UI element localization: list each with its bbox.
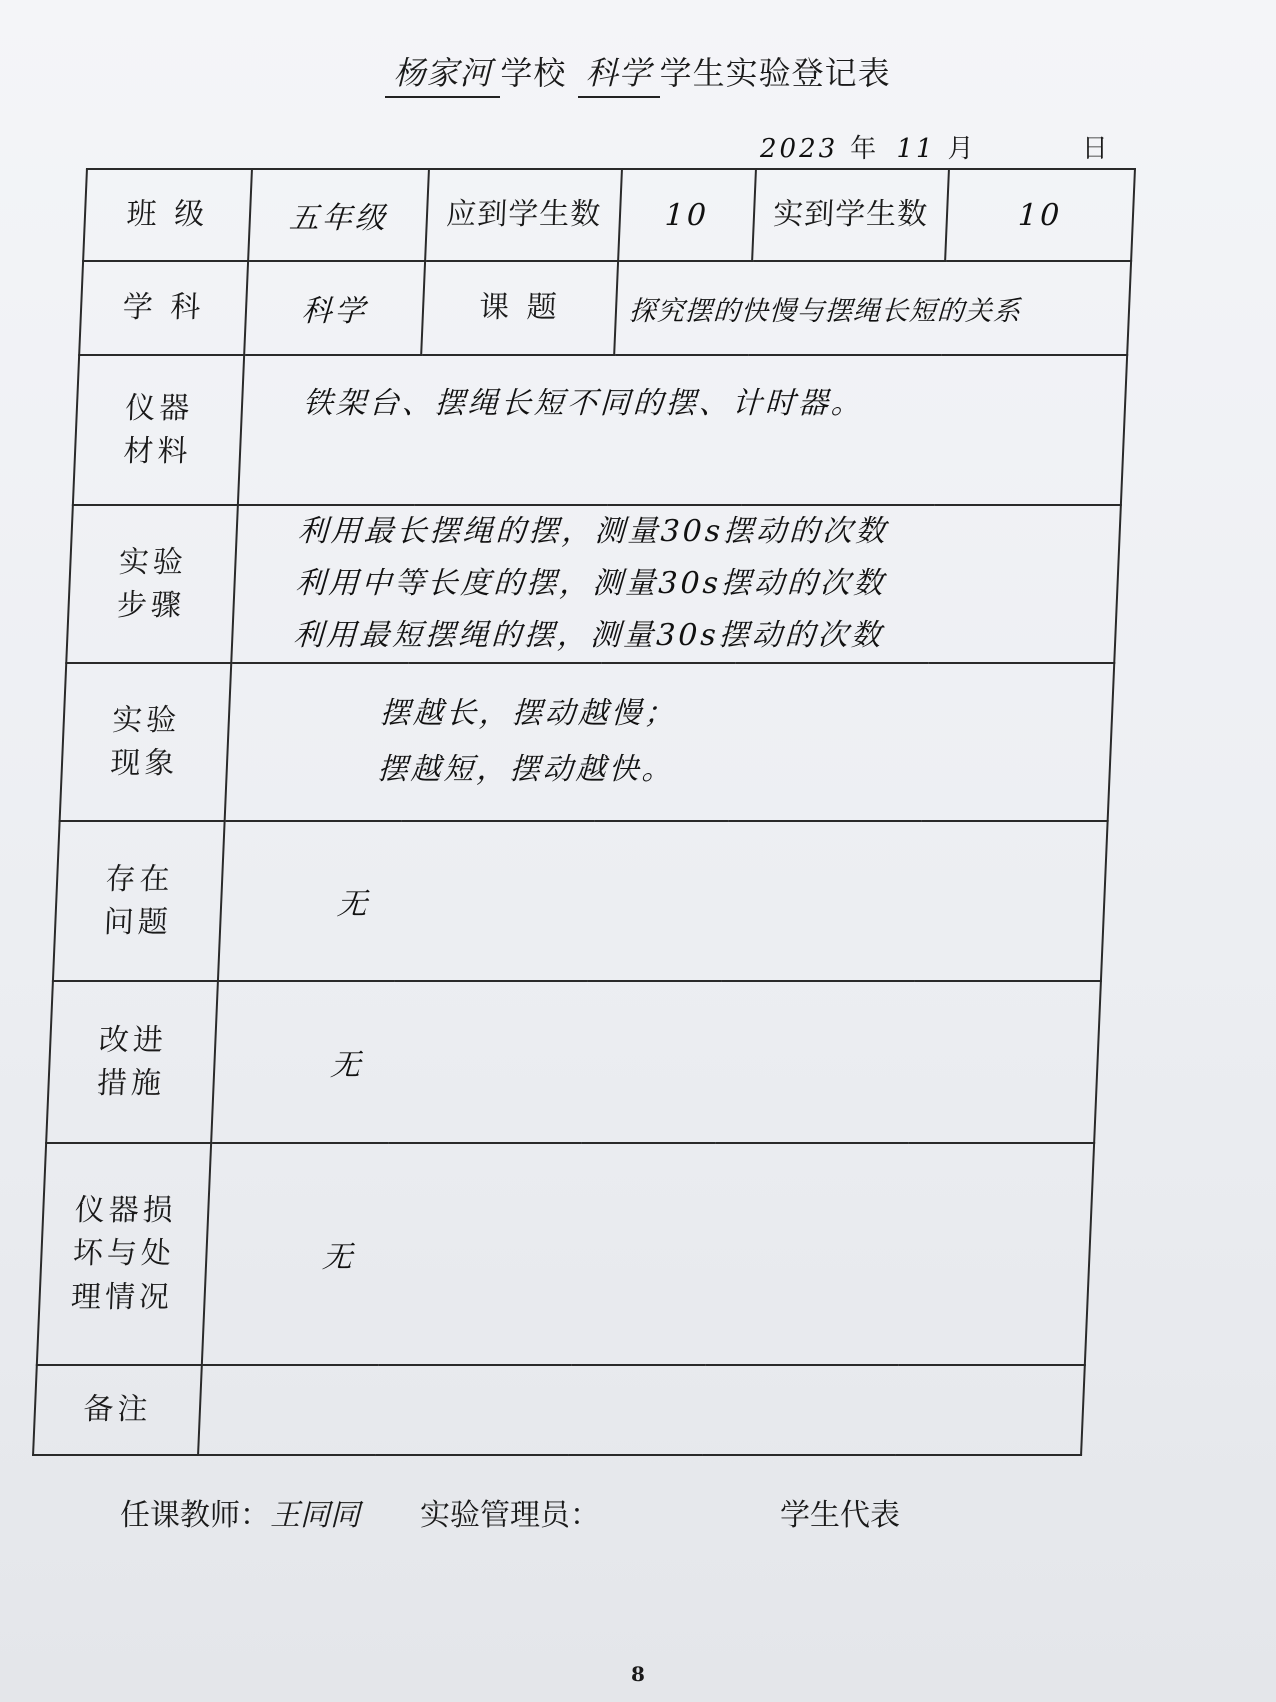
date-day-label: 日 [1081,134,1108,164]
damage-value: 无 [202,1143,1094,1365]
steps-list [231,505,1121,663]
actual-label: 实到学生数 [752,169,949,261]
date-year: 2023 [760,134,839,164]
phenomenon-list [224,663,1114,821]
phenomenon-item: 摆越短，摆动越快。 [376,752,676,787]
problems-label-text: 存在问题 [103,861,175,940]
step-item: 利用中等长度的摆，测量30s摆动的次数 [294,566,887,601]
phenomenon-label-text: 实验现象 [109,702,182,781]
expected-value: 10 [618,169,756,261]
subject-name: 科学 [578,48,660,98]
expected-label: 应到学生数 [426,169,622,261]
damage-label-text: 仪器损坏与处理情况 [70,1192,178,1315]
row-problems [53,821,1108,981]
subject-label: 学 科 [79,261,248,355]
row-equipment [73,355,1127,505]
improve-label-text: 改进措施 [96,1022,168,1101]
row-class [83,169,1135,261]
improve-label [46,981,218,1143]
topic-label: 课 题 [422,261,619,355]
class-value: 五年级 [248,169,429,261]
row-improve [46,981,1101,1143]
student-rep-label: 学生代表 [780,1498,900,1533]
step-item: 利用最短摆绳的摆，测量30s摆动的次数 [292,618,885,653]
experiment-form-table [32,168,1136,1456]
problems-value: 无 [218,821,1108,981]
teacher-label: 任课教师： [120,1498,270,1533]
row-subject [79,261,1131,355]
date-month-label: 月 [947,134,974,164]
equipment-value: 铁架台、摆绳长短不同的摆、计时器。 [238,355,1127,505]
signature-line [120,1490,900,1534]
row-remarks [33,1365,1085,1455]
damage-label [37,1143,211,1365]
improve-value: 无 [211,981,1101,1143]
remarks-label: 备注 [33,1365,202,1455]
steps-label [66,505,237,663]
actual-value: 10 [945,169,1135,261]
problems-label [53,821,225,981]
row-damage [37,1143,1094,1365]
phenomenon-label [60,663,231,821]
row-phenomenon [60,663,1115,821]
row-steps [66,505,1121,663]
admin-label: 实验管理员： [420,1498,600,1533]
equipment-label-text: 仪器材料 [122,390,195,469]
teacher-signature: 王同同 [270,1498,360,1533]
date-line [760,128,1120,165]
step-item: 利用最长摆绳的摆，测量30s摆动的次数 [296,514,889,549]
phenomenon-item: 摆越长，摆动越慢； [379,696,678,731]
date-month: 11 [896,134,936,164]
topic-value: 探究摆的快慢与摆绳长短的关系 [614,261,1131,355]
equipment-label [73,355,244,505]
date-year-label: 年 [850,134,877,164]
steps-label-text: 实验步骤 [116,544,188,623]
school-suffix: 学校 [500,54,567,92]
class-label: 班 级 [83,169,252,261]
teacher-field [120,1490,360,1534]
form-name: 学生实验登记表 [659,54,891,92]
remarks-value [198,1365,1085,1455]
page-number: 8 [631,1662,645,1686]
form-title [0,48,1276,98]
subject-value: 科学 [244,261,426,355]
school-name: 杨家河 [385,48,500,98]
